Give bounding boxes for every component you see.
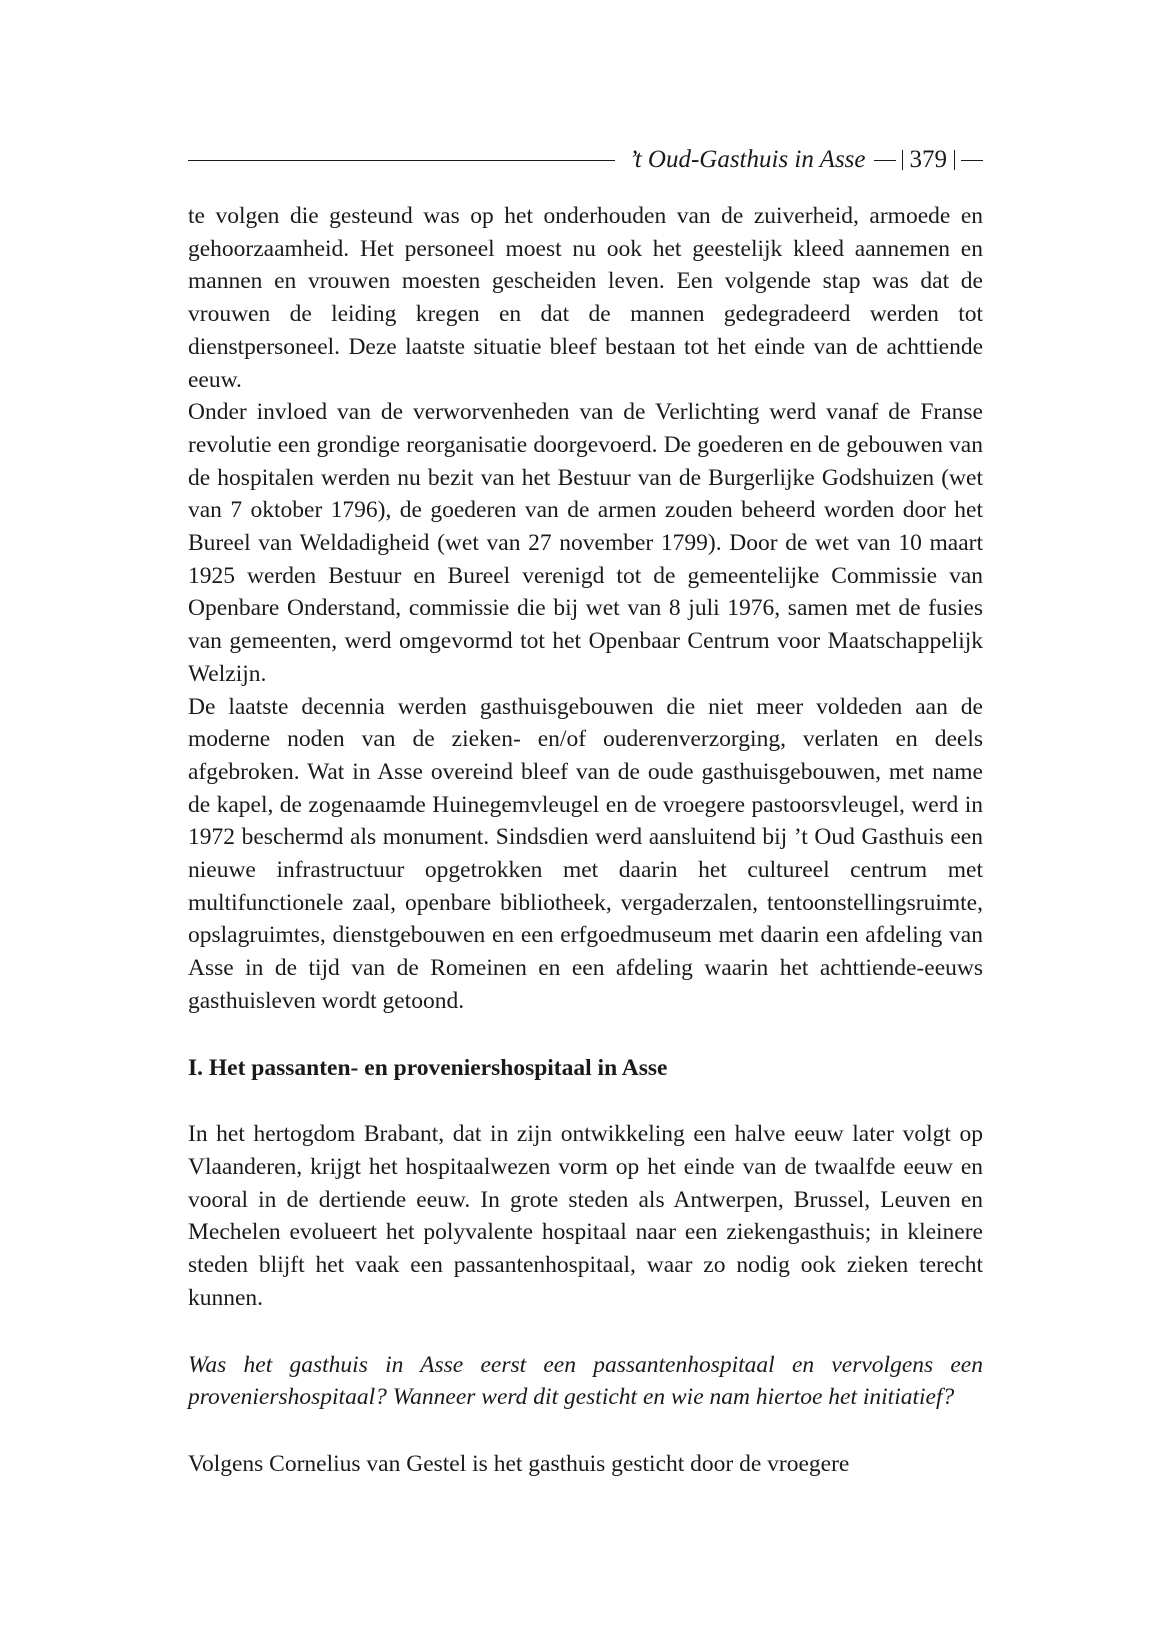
document-page — [188, 140, 983, 1481]
header-dash-end — [961, 160, 983, 161]
research-question: Was het gasthuis in Asse eerst een passantenhospitaal en vervolgens een proveniershospitaal? Wanneer werd dit gesticht en wie nam hiertoe het initiatief? — [188, 1351, 983, 1411]
header-bar-left — [902, 150, 903, 170]
paragraph-1: te volgen die gesteund was op het onderhouden van de zuiverheid, armoede en gehoorzaamheid. Het personeel moest nu ook het geestelijk kleed aannemen en mannen en vrouwen moesten gescheiden leven. Een volgende stap was dat de vrouwen de leiding kregen en dat de mannen gedegradeerd werden tot dienstpersoneel. Deze laatste situatie bleef bestaan tot het einde van de achttiende eeuw. — [188, 203, 983, 393]
running-head — [188, 140, 983, 180]
running-title: ’t Oud-Gasthuis in Asse — [629, 146, 866, 173]
header-bar-right — [954, 150, 955, 170]
paragraph-3: De laatste decennia werden gasthuisgebouwen die niet meer voldeden aan de moderne noden van de zieken- en/of ouderenverzorging, verlaten en deels afgebroken. Wat in Asse overeind bleef van de oude gasthuisgebouwen, met name de kapel, de zogenaamde Huinegemvleugel en de vroegere pastoorsvleugel, werd in 1972 beschermd als monument. Sindsdien werd aansluitend bij ’t Oud Gasthuis een nieuwe infrastructuur opgetrokken met daarin het cultureel centrum met multifunctionele zaal, openbare bibliotheek, vergaderzalen, tentoonstellingsruimte, opslagruimtes, dienstgebouwen en een erfgoedmuseum met daarin een afdeling van Asse in de tijd van de Romeinen en een afdeling waarin het achttiende-eeuws gasthuisleven wordt getoond. — [188, 693, 983, 1014]
page-number: 379 — [909, 146, 947, 173]
body-text — [188, 200, 983, 1481]
paragraph-4: In het hertogdom Brabant, dat in zijn ontwikkeling een halve eeuw later volgt op Vlaanderen, krijgt het hospitaalwezen vorm op het einde van de twaalfde eeuw en vooral in de dertiende eeuw. In grote steden als Antwerpen, Brussel, Leuven en Mechelen evolueert het polyvalente hospitaal naar een ziekengasthuis; in kleinere steden blijft het vaak een passantenhospitaal, waar zo nodig ook zieken terecht kunnen. — [188, 1121, 983, 1311]
paragraph-2: Onder invloed van de verworvenheden van de Verlichting werd vanaf de Franse revolutie een grondige reorganisatie doorgevoerd. De goederen en de gebouwen van de hospitalen werden nu bezit van het Bestuur van de Burgerlijke Godshuizen (wet van 7 oktober 1796), de goederen van de armen zouden beheerd worden door het Bureel van Weldadigheid (wet van 27 november 1799). Door de wet van 10 maart 1925 werden Bestuur en Bureel verenigd tot de gemeentelijke Commissie van Openbare Onderstand, commissie die bij wet van 8 juli 1976, samen met de fusies van gemeenten, werd omgevormd tot het Openbaar Centrum voor Maatschappelijk Welzijn. — [188, 399, 983, 687]
header-rule — [188, 160, 615, 161]
header-dash — [874, 160, 896, 161]
paragraph-6: Volgens Cornelius van Gestel is het gasthuis gesticht door de vroegere — [188, 1450, 850, 1477]
section-heading: I. Het passanten- en proveniershospitaal in Asse — [188, 1054, 668, 1081]
